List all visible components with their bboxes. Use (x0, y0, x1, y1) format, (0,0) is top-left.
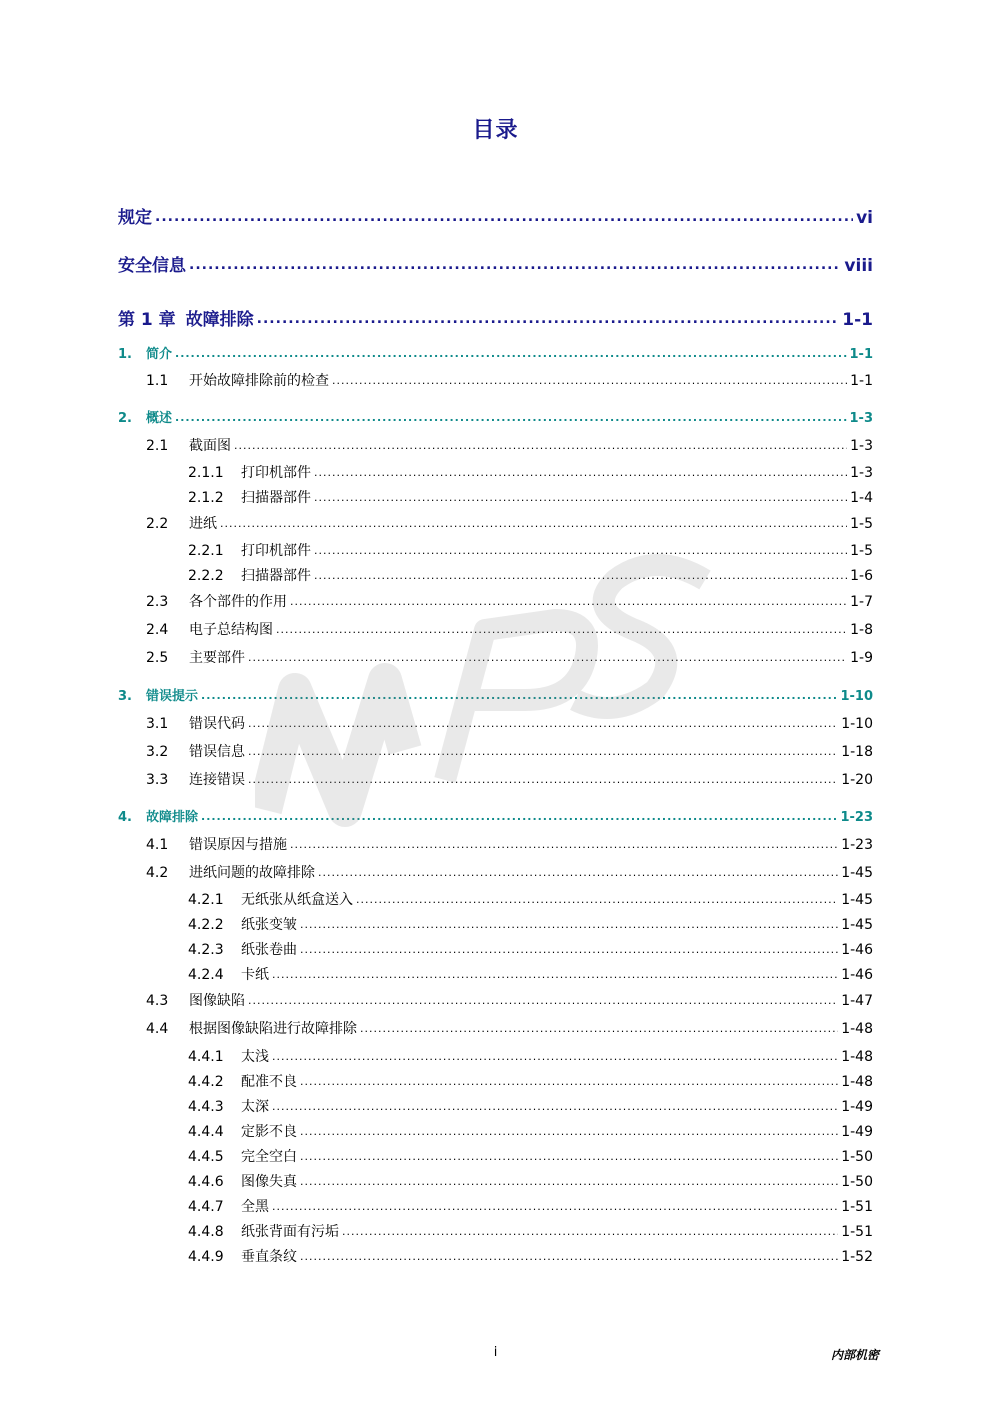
toc-entry-number: 4.3 (146, 993, 169, 1009)
toc-entry-page: 1-45 (841, 892, 873, 908)
toc-entry-number: 2.2.1 (188, 543, 224, 559)
toc-entry[interactable] (0, 203, 991, 228)
toc-entry-number: 3.2 (146, 744, 169, 760)
toc-entry-number: 第 1 章 (118, 310, 176, 330)
toc-entry-label: 错误信息 (189, 744, 245, 760)
toc-entry-page: 1-10 (841, 716, 873, 732)
toc-dot-leader (356, 890, 838, 904)
toc-entry-number: 4.4.9 (188, 1249, 224, 1265)
toc-entry-page: 1-5 (850, 516, 873, 532)
toc-entry[interactable] (0, 251, 991, 276)
toc-entry-label: 进纸问题的故障排除 (189, 865, 315, 881)
toc-entry-page: 1-5 (850, 543, 873, 559)
toc-entry-page: viii (844, 256, 873, 276)
toc-entry-page: 1-50 (841, 1149, 873, 1165)
toc-entry-label: 扫描器部件 (241, 490, 311, 506)
toc-entry[interactable] (0, 343, 991, 362)
toc-dot-leader (300, 915, 838, 929)
toc-entry-number: 4.4 (146, 1021, 169, 1037)
toc-entry[interactable] (0, 914, 991, 934)
toc-entry-page: 1-7 (850, 594, 873, 610)
toc-entry-page: 1-3 (850, 465, 873, 481)
toc-entry-number: 1.1 (146, 373, 169, 389)
toc-dot-leader (189, 254, 841, 271)
toc-entry[interactable] (0, 407, 991, 426)
toc-dot-leader (314, 488, 847, 502)
toc-entry-label: 截面图 (189, 438, 231, 454)
toc-entry-number: 4.4.5 (188, 1149, 224, 1165)
toc-entry-page: 1-48 (841, 1049, 873, 1065)
toc-entry-number: 4. (118, 810, 132, 825)
toc-dot-leader (300, 1172, 838, 1186)
toc-dot-leader (155, 206, 853, 223)
toc-entry-page: 1-50 (841, 1174, 873, 1190)
toc-dot-leader (272, 1097, 838, 1111)
toc-entry-number: 3. (118, 689, 132, 704)
toc-entry-label: 图像失真 (241, 1174, 297, 1190)
toc-entry-page: 1-23 (840, 810, 873, 825)
page-title: 目录 (472, 118, 519, 143)
toc-entry-number: 2.2 (146, 516, 169, 532)
toc-entry-page: 1-48 (841, 1021, 873, 1037)
toc-entry-label: 错误原因与措施 (189, 837, 287, 853)
toc-entry-page: 1-8 (850, 622, 873, 638)
toc-entry-number: 4.2 (146, 865, 169, 881)
toc-entry-page: 1-46 (841, 942, 873, 958)
toc-entry-label: 太深 (241, 1099, 269, 1115)
toc-entry-number: 1. (118, 347, 132, 362)
toc-entry-label: 完全空白 (241, 1149, 297, 1165)
toc-entry-number: 4.4.6 (188, 1174, 224, 1190)
toc-entry-label: 错误提示 (146, 689, 199, 704)
toc-entry-label: 纸张卷曲 (241, 942, 297, 958)
toc-entry[interactable] (0, 1146, 991, 1166)
toc-entry[interactable] (0, 1096, 991, 1116)
toc-entry-number: 2.4 (146, 622, 169, 638)
toc-entry-label: 打印机部件 (241, 543, 311, 559)
toc-entry-number: 4.2.3 (188, 942, 224, 958)
toc-entry-label: 卡纸 (241, 967, 269, 983)
toc-entry-label: 规定 (118, 208, 152, 228)
toc-entry[interactable] (0, 1246, 991, 1266)
toc-entry-label: 各个部件的作用 (189, 594, 287, 610)
toc-entry-page: 1-9 (850, 650, 873, 666)
toc-entry[interactable] (0, 889, 991, 909)
toc-entry-page: 1-48 (841, 1074, 873, 1090)
toc-entry-number: 2.1.1 (188, 465, 224, 481)
toc-entry-number: 4.4.1 (188, 1049, 224, 1065)
toc-dot-leader (248, 991, 838, 1005)
toc-entry-page: 1-1 (850, 373, 873, 389)
toc-entry-number: 4.2.4 (188, 967, 224, 983)
toc-entry-number: 2.5 (146, 650, 169, 666)
toc-entry-page: 1-4 (850, 490, 873, 506)
toc-entry[interactable] (0, 487, 991, 507)
toc-entry-page: 1-49 (841, 1124, 873, 1140)
toc-entry[interactable] (0, 462, 991, 482)
toc-dot-leader (272, 1047, 838, 1061)
toc-entry-page: 1-47 (841, 993, 873, 1009)
toc-entry-label: 太浅 (241, 1049, 269, 1065)
toc-dot-leader (300, 1072, 838, 1086)
toc-entry-page: 1-49 (841, 1099, 873, 1115)
toc-entry-label: 进纸 (189, 516, 217, 532)
toc-dot-leader (175, 409, 846, 422)
toc-dot-leader (360, 1019, 838, 1033)
toc-entry-label: 主要部件 (189, 650, 245, 666)
toc-entry-number: 4.4.2 (188, 1074, 224, 1090)
toc-entry-label: 配准不良 (241, 1074, 297, 1090)
toc-entry-page: 1-23 (841, 837, 873, 853)
toc-entry-number: 3.3 (146, 772, 169, 788)
toc-dot-leader (342, 1222, 838, 1236)
toc-dot-leader (332, 371, 847, 385)
toc-entry[interactable] (0, 1121, 991, 1141)
toc-dot-leader (300, 1122, 838, 1136)
toc-entry-label: 扫描器部件 (241, 568, 311, 584)
toc-entry-number: 2.1 (146, 438, 169, 454)
toc-entry-label: 简介 (146, 347, 173, 362)
toc-entry-label: 纸张变皱 (241, 917, 297, 933)
toc-entry-page: 1-51 (841, 1224, 873, 1240)
toc-entry-number: 4.2.1 (188, 892, 224, 908)
toc-dot-leader (272, 965, 838, 979)
toc-entry-number: 3.1 (146, 716, 169, 732)
toc-entry-label: 垂直条纹 (241, 1249, 297, 1265)
toc-entry[interactable] (0, 370, 991, 390)
toc-dot-leader (272, 1197, 838, 1211)
toc-dot-leader (175, 345, 846, 358)
toc-entry-page: 1-45 (841, 865, 873, 881)
toc-entry-page: 1-3 (850, 438, 873, 454)
toc-entry[interactable] (0, 1046, 991, 1066)
toc-entry[interactable] (0, 939, 991, 959)
toc-entry-page: 1-45 (841, 917, 873, 933)
toc-entry-number: 4.4.8 (188, 1224, 224, 1240)
toc-entry-number: 2.2.2 (188, 568, 224, 584)
toc-entry[interactable] (0, 1018, 991, 1038)
toc-entry[interactable] (0, 1171, 991, 1191)
toc-entry-number: 2.3 (146, 594, 169, 610)
toc-entry-number: 2.1.2 (188, 490, 224, 506)
toc-entry-page: 1-46 (841, 967, 873, 983)
toc-entry-number: 4.4.3 (188, 1099, 224, 1115)
toc-entry-label: 图像缺陷 (189, 993, 245, 1009)
toc-entry[interactable] (0, 1221, 991, 1241)
toc-entry[interactable] (0, 1196, 991, 1216)
toc-entry-label: 开始故障排除前的检查 (189, 373, 329, 389)
toc-entry-label: 安全信息 (118, 256, 186, 276)
toc-entry[interactable] (0, 305, 991, 330)
toc-entry-page: 1-18 (841, 744, 873, 760)
toc-entry-number: 4.4.4 (188, 1124, 224, 1140)
toc-entry-page: 1-20 (841, 772, 873, 788)
toc-entry-page: 1-3 (849, 411, 873, 426)
footer-confidential: 内部机密 (830, 1348, 879, 1362)
toc-entry-label: 定影不良 (241, 1124, 297, 1140)
toc-entry[interactable] (0, 435, 991, 455)
toc-entry-label: 故障排除 (146, 810, 199, 825)
toc-entry-label: 全黑 (241, 1199, 269, 1215)
toc-entry-number: 2. (118, 411, 132, 426)
toc-entry-page: vi (856, 208, 873, 228)
toc-entry-label: 错误代码 (189, 716, 245, 732)
toc-entry-label: 无纸张从纸盒送入 (241, 892, 353, 908)
toc-entry-number: 4.2.2 (188, 917, 224, 933)
toc-entry-label: 根据图像缺陷进行故障排除 (189, 1021, 357, 1037)
toc-entry-number: 4.1 (146, 837, 169, 853)
footer-page-number: i (493, 1345, 498, 1360)
toc-entry[interactable] (0, 990, 991, 1010)
toc-entry-page: 1-51 (841, 1199, 873, 1215)
toc-dot-leader (234, 436, 847, 450)
toc-entry-page: 1-1 (842, 310, 873, 330)
toc-entry-label: 概述 (146, 411, 173, 426)
toc-entry[interactable] (0, 964, 991, 984)
wps-logo-watermark-icon (255, 510, 735, 870)
toc-entry-label: 电子总结构图 (189, 622, 273, 638)
toc-entry-label: 打印机部件 (241, 465, 311, 481)
toc-entry-page: 1-52 (841, 1249, 873, 1265)
toc-entry-page: 1-10 (840, 689, 873, 704)
toc-entry-page: 1-6 (850, 568, 873, 584)
toc-dot-leader (300, 1147, 838, 1161)
toc-entry-label: 连接错误 (189, 772, 245, 788)
toc-entry[interactable] (0, 1071, 991, 1091)
toc-dot-leader (257, 308, 840, 325)
toc-dot-leader (300, 940, 838, 954)
toc-dot-leader (314, 463, 847, 477)
toc-entry-page: 1-1 (849, 347, 873, 362)
toc-entry-label: 故障排除 (185, 310, 254, 330)
toc-entry-number: 4.4.7 (188, 1199, 224, 1215)
toc-dot-leader (300, 1247, 838, 1261)
toc-entry-label: 纸张背面有污垢 (241, 1224, 339, 1240)
